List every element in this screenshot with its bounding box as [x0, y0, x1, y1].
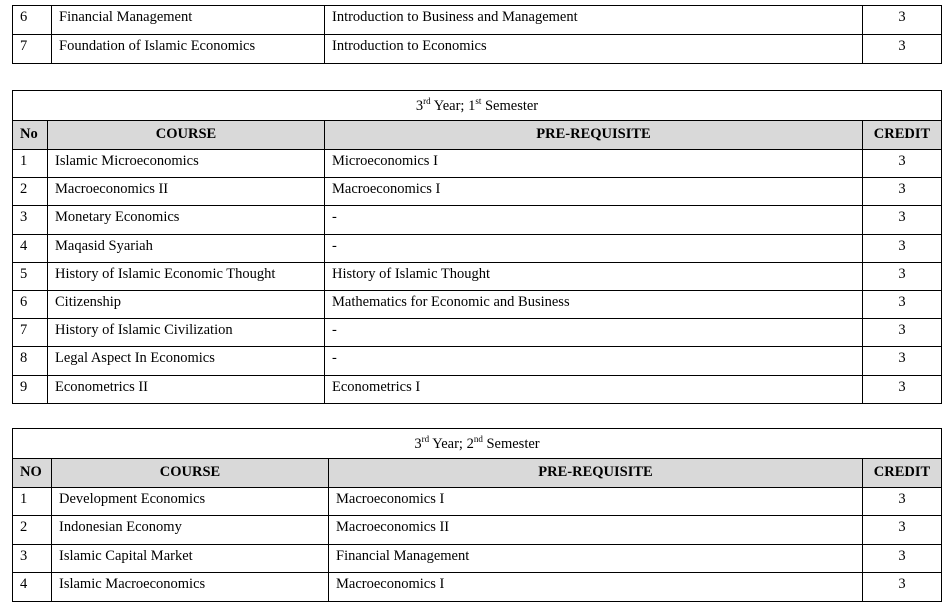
cell-course: Islamic Microeconomics: [48, 150, 325, 178]
cell-prerequisite: Macroeconomics I: [329, 573, 863, 601]
header-course: COURSE: [48, 121, 325, 150]
cell-prerequisite: Macroeconomics I: [329, 488, 863, 516]
table-row: [13, 262, 942, 290]
cell-prerequisite: -: [325, 347, 863, 375]
cell-prerequisite: Macroeconomics I: [325, 178, 863, 206]
cell-credit: 3: [863, 347, 942, 375]
table-row: [13, 347, 942, 375]
cell-prerequisite: Econometrics I: [325, 375, 863, 403]
table-row: [13, 290, 942, 318]
header-no: NO: [13, 459, 52, 488]
cell-credit: 3: [863, 178, 942, 206]
cell-no: 7: [13, 319, 48, 347]
semester-title-row: [13, 429, 942, 459]
cell-no: 4: [13, 573, 52, 601]
cell-prerequisite: Introduction to Business and Management: [325, 6, 863, 35]
semester-title: 3rd Year; 2nd Semester: [13, 429, 942, 459]
cell-no: 3: [13, 206, 48, 234]
cell-course: History of Islamic Economic Thought: [48, 262, 325, 290]
cell-no: 9: [13, 375, 48, 403]
cell-credit: 3: [863, 206, 942, 234]
cell-no: 4: [13, 234, 48, 262]
cell-credit: 3: [863, 35, 942, 64]
cell-course: Legal Aspect In Economics: [48, 347, 325, 375]
cell-no: 8: [13, 347, 48, 375]
cell-credit: 3: [863, 573, 942, 601]
header-prerequisite: PRE-REQUISITE: [325, 121, 863, 150]
header-row: [13, 459, 942, 488]
semester-2-table: [12, 428, 942, 602]
cell-prerequisite: -: [325, 234, 863, 262]
header-course: COURSE: [52, 459, 329, 488]
cell-credit: 3: [863, 6, 942, 35]
table-row: [13, 375, 942, 403]
cell-course: Islamic Capital Market: [52, 544, 329, 572]
header-credit: CREDIT: [863, 121, 942, 150]
table-row: [13, 6, 942, 35]
cell-course: Indonesian Economy: [52, 516, 329, 544]
cell-no: 1: [13, 488, 52, 516]
cell-prerequisite: Introduction to Economics: [325, 35, 863, 64]
cell-no: 6: [13, 6, 52, 35]
cell-credit: 3: [863, 516, 942, 544]
cell-no: 3: [13, 544, 52, 572]
semester-title-row: [13, 91, 942, 121]
cell-no: 6: [13, 290, 48, 318]
cell-credit: 3: [863, 150, 942, 178]
header-row: [13, 121, 942, 150]
cell-prerequisite: Microeconomics I: [325, 150, 863, 178]
table-row: [13, 319, 942, 347]
cell-prerequisite: -: [325, 206, 863, 234]
table-row: [13, 234, 942, 262]
header-credit: CREDIT: [863, 459, 942, 488]
cell-course: Foundation of Islamic Economics: [52, 35, 325, 64]
cell-prerequisite: History of Islamic Thought: [325, 262, 863, 290]
cell-credit: 3: [863, 290, 942, 318]
cell-credit: 3: [863, 319, 942, 347]
table-row: [13, 35, 942, 64]
cell-no: 1: [13, 150, 48, 178]
cell-course: Maqasid Syariah: [48, 234, 325, 262]
semester-1-table: [12, 90, 942, 404]
cell-prerequisite: Financial Management: [329, 544, 863, 572]
cell-course: Monetary Economics: [48, 206, 325, 234]
cell-prerequisite: Mathematics for Economic and Business: [325, 290, 863, 318]
semester-title: 3rd Year; 1st Semester: [13, 91, 942, 121]
cell-course: Econometrics II: [48, 375, 325, 403]
header-no: No: [13, 121, 48, 150]
continued-course-table: [12, 5, 942, 64]
table-row: [13, 206, 942, 234]
cell-no: 2: [13, 516, 52, 544]
cell-course: Financial Management: [52, 6, 325, 35]
cell-course: Islamic Macroeconomics: [52, 573, 329, 601]
table-row: [13, 573, 942, 601]
cell-no: 5: [13, 262, 48, 290]
header-prerequisite: PRE-REQUISITE: [329, 459, 863, 488]
cell-prerequisite: Macroeconomics II: [329, 516, 863, 544]
cell-course: Citizenship: [48, 290, 325, 318]
cell-no: 2: [13, 178, 48, 206]
cell-course: Macroeconomics II: [48, 178, 325, 206]
table-row: [13, 150, 942, 178]
cell-credit: 3: [863, 262, 942, 290]
cell-credit: 3: [863, 375, 942, 403]
table-row: [13, 516, 942, 544]
cell-credit: 3: [863, 544, 942, 572]
table-row: [13, 488, 942, 516]
cell-course: Development Economics: [52, 488, 329, 516]
cell-course: History of Islamic Civilization: [48, 319, 325, 347]
cell-prerequisite: -: [325, 319, 863, 347]
cell-credit: 3: [863, 488, 942, 516]
table-row: [13, 178, 942, 206]
table-row: [13, 544, 942, 572]
cell-no: 7: [13, 35, 52, 64]
cell-credit: 3: [863, 234, 942, 262]
